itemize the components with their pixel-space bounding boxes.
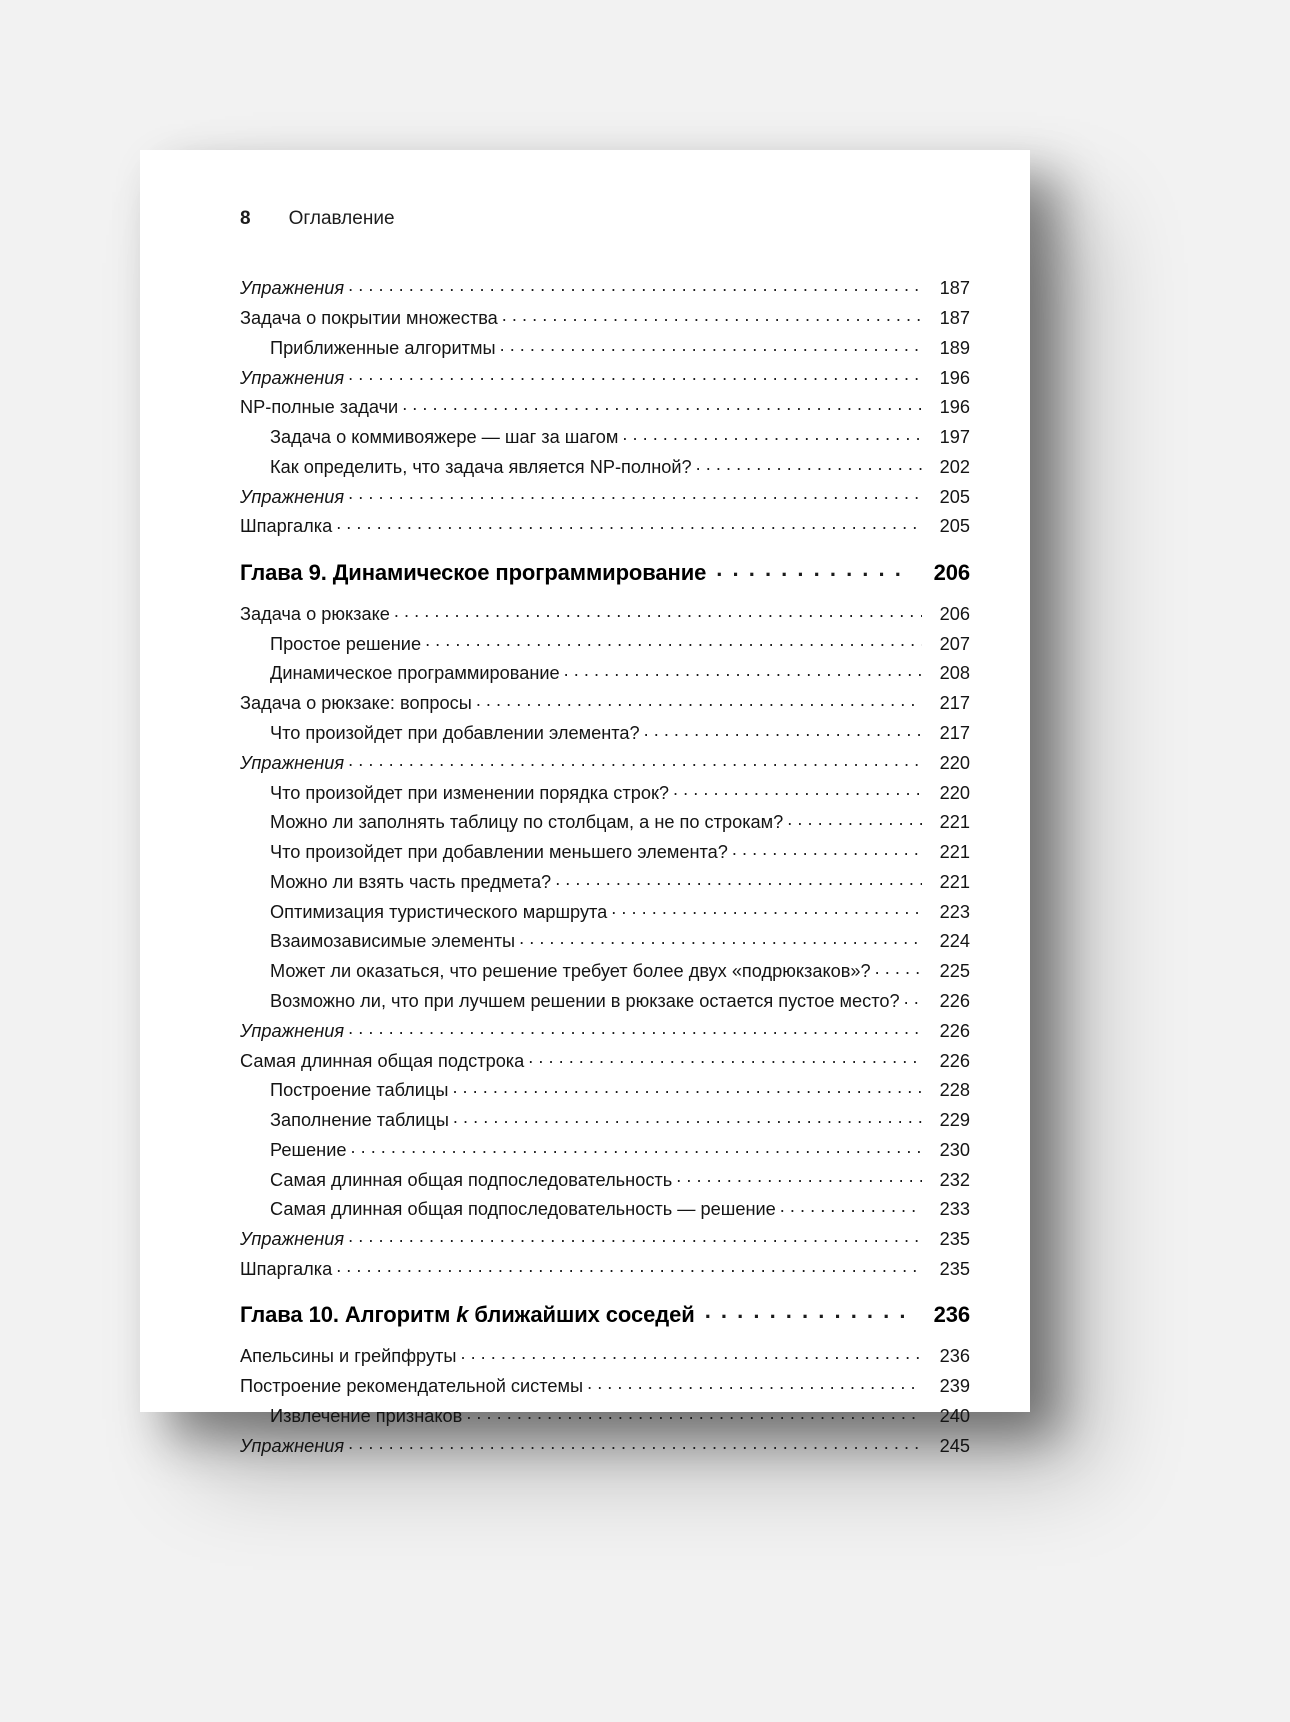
toc-entry-label: Шпаргалка — [240, 1259, 333, 1280]
toc-page-number: 202 — [939, 456, 970, 477]
toc-entry-label: Самая длинная общая подстрока — [240, 1050, 525, 1071]
toc-entry-row[interactable] — [240, 661, 970, 682]
toc-page-number: 225 — [939, 961, 970, 982]
toc-entry-label: Задача о рюкзаке: вопросы — [240, 693, 472, 714]
toc-page-number: 226 — [939, 990, 970, 1011]
toc-leader-dots — [336, 1257, 922, 1275]
toc-entry-label: Заполнение таблицы — [270, 1110, 449, 1131]
toc-leader-dots — [348, 365, 922, 383]
toc-leader-dots — [732, 840, 922, 858]
toc-page-number: 196 — [939, 397, 970, 418]
toc-page-number: 226 — [939, 1020, 970, 1041]
toc-entry-label: Упражнения — [240, 278, 345, 299]
toc-leader-dots — [622, 425, 922, 443]
toc-entry-label: Упражнения — [240, 1020, 345, 1041]
toc-leader-dots — [476, 691, 922, 709]
toc-entry-label: Самая длинная общая подпоследовательность — решение — [270, 1199, 776, 1220]
toc-entry-row[interactable] — [240, 840, 970, 861]
toc-page-number: 236 — [939, 1346, 970, 1367]
toc-leader-dots — [904, 989, 922, 1007]
toc-chapter-label: Глава 10. Алгоритм k ближайших соседей — [240, 1302, 695, 1328]
toc-entry-label: Упражнения — [240, 486, 345, 507]
toc-leader-dots — [348, 1019, 922, 1037]
toc-entry-label: Упражнения — [240, 1229, 345, 1250]
toc-page-number: 221 — [939, 871, 970, 892]
toc-page-number: 205 — [939, 486, 970, 507]
toc-entry-row[interactable] — [240, 721, 970, 742]
toc-entry-row[interactable] — [240, 425, 970, 446]
toc-leader-dots — [528, 1048, 922, 1066]
toc-leader-dots — [466, 1404, 922, 1422]
toc-page-number: 187 — [939, 307, 970, 328]
toc-entry-row[interactable] — [240, 1078, 970, 1099]
toc-leader-dots — [394, 602, 922, 620]
toc-leader-dots — [502, 306, 922, 324]
toc-entry-label: Задача о покрытии множества — [240, 307, 498, 328]
toc-page-number: 221 — [939, 842, 970, 863]
toc-leader-dots — [564, 661, 922, 679]
toc-entry-label: Динамическое программирование — [270, 663, 560, 684]
toc-page-number: 189 — [939, 337, 970, 358]
toc-page-number: 230 — [939, 1139, 970, 1160]
toc-entry-label: Можно ли заполнять таблицу по столбцам, а не по строкам? — [270, 812, 784, 833]
toc-leader-dots — [875, 959, 922, 977]
toc-page-number: 208 — [939, 663, 970, 684]
toc-entry-label: Построение таблицы — [270, 1080, 449, 1101]
toc-entry-row[interactable] — [240, 1138, 970, 1159]
toc-page-number: 226 — [939, 1050, 970, 1071]
toc-leader-dots — [348, 1434, 922, 1452]
toc-entry-row[interactable] — [240, 899, 970, 920]
toc-entry-label: Решение — [270, 1139, 347, 1160]
toc-page-number: 224 — [939, 931, 970, 952]
toc-leader-dots — [696, 455, 922, 473]
toc-entry-row[interactable] — [240, 484, 970, 505]
toc-entry-row[interactable] — [240, 989, 970, 1010]
toc-entry-row[interactable] — [240, 780, 970, 801]
toc-entry-label: Упражнения — [240, 1435, 345, 1456]
toc-entry-label: Упражнения — [240, 367, 345, 388]
toc-entry-row[interactable] — [240, 1019, 970, 1040]
toc-page-number: 228 — [939, 1080, 970, 1101]
toc-entry-label: Приближенные алгоритмы — [270, 337, 496, 358]
toc-leader-dots — [348, 1227, 922, 1245]
toc-leader-dots — [676, 1167, 922, 1185]
toc-entry-row[interactable] — [240, 455, 970, 476]
toc-entry-row[interactable] — [240, 1434, 970, 1455]
toc-leader-dots — [716, 558, 908, 580]
toc-page-number: 245 — [939, 1435, 970, 1456]
toc-leader-dots — [787, 810, 922, 828]
toc-page-number: 233 — [939, 1199, 970, 1220]
italic-variable-k: k — [456, 1302, 469, 1328]
toc-entry-label: Шпаргалка — [240, 516, 333, 537]
toc-leader-dots — [350, 1138, 922, 1156]
toc-page-number: 232 — [939, 1169, 970, 1190]
toc-entry-row[interactable] — [240, 1374, 970, 1395]
toc-leader-dots — [336, 514, 922, 532]
toc-leader-dots — [611, 899, 922, 917]
toc-leader-dots — [519, 929, 922, 947]
toc-entry-label: Задача о коммивояжере — шаг за шагом — [270, 427, 619, 448]
toc-page-number: 235 — [939, 1259, 970, 1280]
toc-leader-dots — [644, 721, 922, 739]
toc-page-number: 205 — [939, 516, 970, 537]
toc-leader-dots — [348, 751, 922, 769]
toc-leader-dots — [402, 395, 922, 413]
book-page — [140, 150, 1030, 1456]
toc-page-number: 206 — [939, 603, 970, 624]
toc-page-number: 217 — [939, 693, 970, 714]
toc-entry-row[interactable] — [240, 306, 970, 327]
toc-page-number: 220 — [939, 752, 970, 773]
toc-page-number: 240 — [939, 1405, 970, 1426]
toc-page-number: 187 — [939, 278, 970, 299]
page-header — [240, 208, 395, 230]
toc-leader-dots — [780, 1197, 922, 1215]
toc-leader-dots — [460, 1344, 922, 1362]
toc-chapter-row[interactable] — [240, 558, 970, 584]
toc-entry-row[interactable] — [240, 1197, 970, 1218]
toc-entry-row[interactable] — [240, 395, 970, 416]
toc-leader-dots — [673, 780, 922, 798]
toc-entry-row[interactable] — [240, 1167, 970, 1188]
toc-page-number: 217 — [939, 722, 970, 743]
toc-leader-dots — [425, 631, 922, 649]
toc-page-number: 223 — [939, 901, 970, 922]
toc-entry-label: Извлечение признаков — [270, 1405, 463, 1426]
toc-entry-row[interactable] — [240, 631, 970, 652]
toc-page-number: 197 — [939, 427, 970, 448]
toc-entry-row[interactable] — [240, 336, 970, 357]
toc-entry-label: Взаимозависимые элементы — [270, 931, 516, 952]
toc-entry-row[interactable] — [240, 1404, 970, 1425]
toc-page-number: 236 — [933, 1302, 970, 1328]
toc-chapter-row[interactable] — [240, 1300, 970, 1326]
toc-leader-dots — [453, 1108, 922, 1126]
page-folio-number: 8 — [240, 208, 251, 229]
toc-entry-row[interactable] — [240, 691, 970, 712]
toc-entry-label: Упражнения — [240, 752, 345, 773]
toc-entry-label: Апельсины и грейпфруты — [240, 1346, 457, 1367]
toc-page-number: 221 — [939, 812, 970, 833]
toc-leader-dots — [348, 276, 922, 294]
toc-entry-row[interactable] — [240, 929, 970, 950]
toc-entry-label: NP-полные задачи — [240, 397, 399, 418]
toc-entry-row[interactable] — [240, 602, 970, 623]
toc-leader-dots — [348, 484, 922, 502]
toc-chapter-label: Глава 9. Динамическое программирование — [240, 559, 707, 585]
toc-entry-row[interactable] — [240, 810, 970, 831]
toc-leader-dots — [587, 1374, 922, 1392]
toc-page-number: 235 — [939, 1229, 970, 1250]
toc-entry-row[interactable] — [240, 1227, 970, 1248]
toc-leader-dots — [705, 1300, 908, 1322]
toc-entry-label: Задача о рюкзаке — [240, 603, 390, 624]
toc-entry-row[interactable] — [240, 870, 970, 891]
toc-page-number: 196 — [939, 367, 970, 388]
toc-entry-label: Как определить, что задача является NP-полной? — [270, 456, 692, 477]
toc-entry-label: Может ли оказаться, что решение требует более двух «подрюкзаков»? — [270, 961, 871, 982]
toc-entry-row[interactable] — [240, 959, 970, 980]
toc-entry-label: Что произойдет при добавлении элемента? — [270, 722, 640, 743]
toc-entry-row[interactable] — [240, 365, 970, 386]
toc-page-number: 206 — [933, 559, 970, 585]
toc-entry-row[interactable] — [240, 751, 970, 772]
page-header-title: Оглавление — [288, 208, 395, 229]
toc-page-number: 207 — [939, 633, 970, 654]
toc-entry-label: Что произойдет при добавлении меньшего элемента? — [270, 842, 728, 863]
toc-entry-row[interactable] — [240, 1257, 970, 1278]
toc-page-number: 239 — [939, 1376, 970, 1397]
toc-entry-label: Что произойдет при изменении порядка строк? — [270, 782, 670, 803]
toc-entry-label: Оптимизация туристического маршрута — [270, 901, 608, 922]
table-of-contents — [240, 276, 970, 1463]
toc-entry-row[interactable] — [240, 1108, 970, 1129]
toc-entry-row[interactable] — [240, 514, 970, 535]
toc-page-number: 229 — [939, 1110, 970, 1131]
toc-entry-label: Построение рекомендательной системы — [240, 1376, 584, 1397]
toc-page-number: 220 — [939, 782, 970, 803]
toc-entry-row[interactable] — [240, 1048, 970, 1069]
toc-entry-label: Возможно ли, что при лучшем решении в рюкзаке остается пустое место? — [270, 990, 900, 1011]
toc-leader-dots — [500, 336, 922, 354]
toc-entry-row[interactable] — [240, 1344, 970, 1365]
toc-entry-label: Простое решение — [270, 633, 422, 654]
toc-entry-row[interactable] — [240, 276, 970, 297]
toc-leader-dots — [452, 1078, 922, 1096]
toc-entry-label: Самая длинная общая подпоследовательность — [270, 1169, 673, 1190]
toc-entry-label: Можно ли взять часть предмета? — [270, 871, 552, 892]
toc-leader-dots — [555, 870, 922, 888]
